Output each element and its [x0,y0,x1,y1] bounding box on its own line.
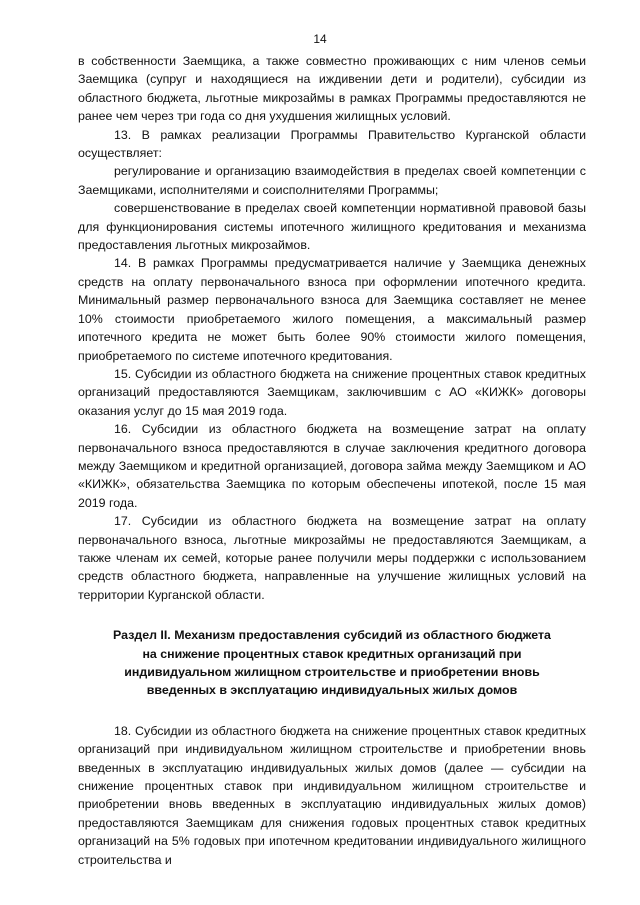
section-title-line: Раздел II. Механизм предоставления субсидий из областного бюджета [113,628,551,643]
page-number: 14 [313,32,327,46]
paragraph-13: 13. В рамках реализации Программы Правительство Курганской области осуществляет: [78,127,586,161]
section-title-line: индивидуальном жилищном строительстве и приобретении вновь [124,665,540,679]
paragraph-18: 18. Субсидии из областного бюджета на снижение процентных ставок кредитных организаций при индивидуальном жилищном строительстве и приобретении вновь введенных в эксплуатацию индивидуальных жилых домов (далее — субсидии на снижение процентных ставок при индивидуальном жилищном строительстве и приобретении вновь введенных в эксплуатацию индивидуальных жилых домов) предоставляются Заемщикам для снижения годовых процентных ставок кредитных организаций на 5% годовых при ипотечном кредитовании индивидуального жилищного строительства и [78,723,586,867]
paragraph-13-item-1: регулирование и организацию взаимодействия в пределах своей компетенции с Заемщиками, исполнителями и соисполнителями Программы; [78,164,586,197]
paragraph-17: 17. Субсидии из областного бюджета на возмещение затрат на оплату первоначального взноса, льготные микрозаймы не предоставляются Заемщикам, а также членам их семей, которые ранее получили меры поддержки с использованием средств областного бюджета, направленные на улучшение жилищных условий на территории Курганской области. [78,514,586,602]
paragraph-15: 15. Субсидии из областного бюджета на снижение процентных ставок кредитных организаций предоставляются Заемщикам, заключившим с АО «КИЖК» договоры оказания услуг до 15 мая 2019 года. [78,366,586,418]
paragraph-16: 16. Субсидии из областного бюджета на возмещение затрат на оплату первоначального взноса предоставляются в случае заключения кредитного договора между Заемщиком и кредитной организацией, договора займа между Заемщиком и АО «КИЖК», обязательства Заемщика по которым обеспечены ипотекой, после 15 мая 2019 года. [78,422,586,510]
paragraph-continuation: в собственности Заемщика, а также совместно проживающих с ним членов семьи Заемщика (супруг и находящиеся на иждивении дети и родители), субсидии из областного бюджета, льготные микрозаймы в рамках Программы предоставляются не ранее чем через три года со дня ухудшения жилищных условий. [78,54,586,124]
body-text-before [78,52,586,604]
section-title [78,626,586,700]
paragraph-13-item-2: совершенствование в пределах своей компетенции нормативной правовой базы для функционирования системы ипотечного жилищного кредитования и механизма предоставления льготных микрозаймов. [78,201,586,253]
paragraph-14: 14. В рамках Программы предусматривается наличие у Заемщика денежных средств на оплату первоначального взноса при оформлении ипотечного кредита. Минимальный размер первоначального взноса для Заемщика составляет не менее 10% стоимости приобретаемого жилого помещения, а максимальный размер ипотечного кредита не может быть более 90% стоимости жилого помещения, приобретаемого по системе ипотечного кредитования. [78,256,586,363]
section-title-line: на снижение процентных ставок кредитных организаций при [142,646,522,661]
body-text-after [78,722,586,869]
section-title-line: введенных в эксплуатацию индивидуальных жилых домов [146,683,518,698]
